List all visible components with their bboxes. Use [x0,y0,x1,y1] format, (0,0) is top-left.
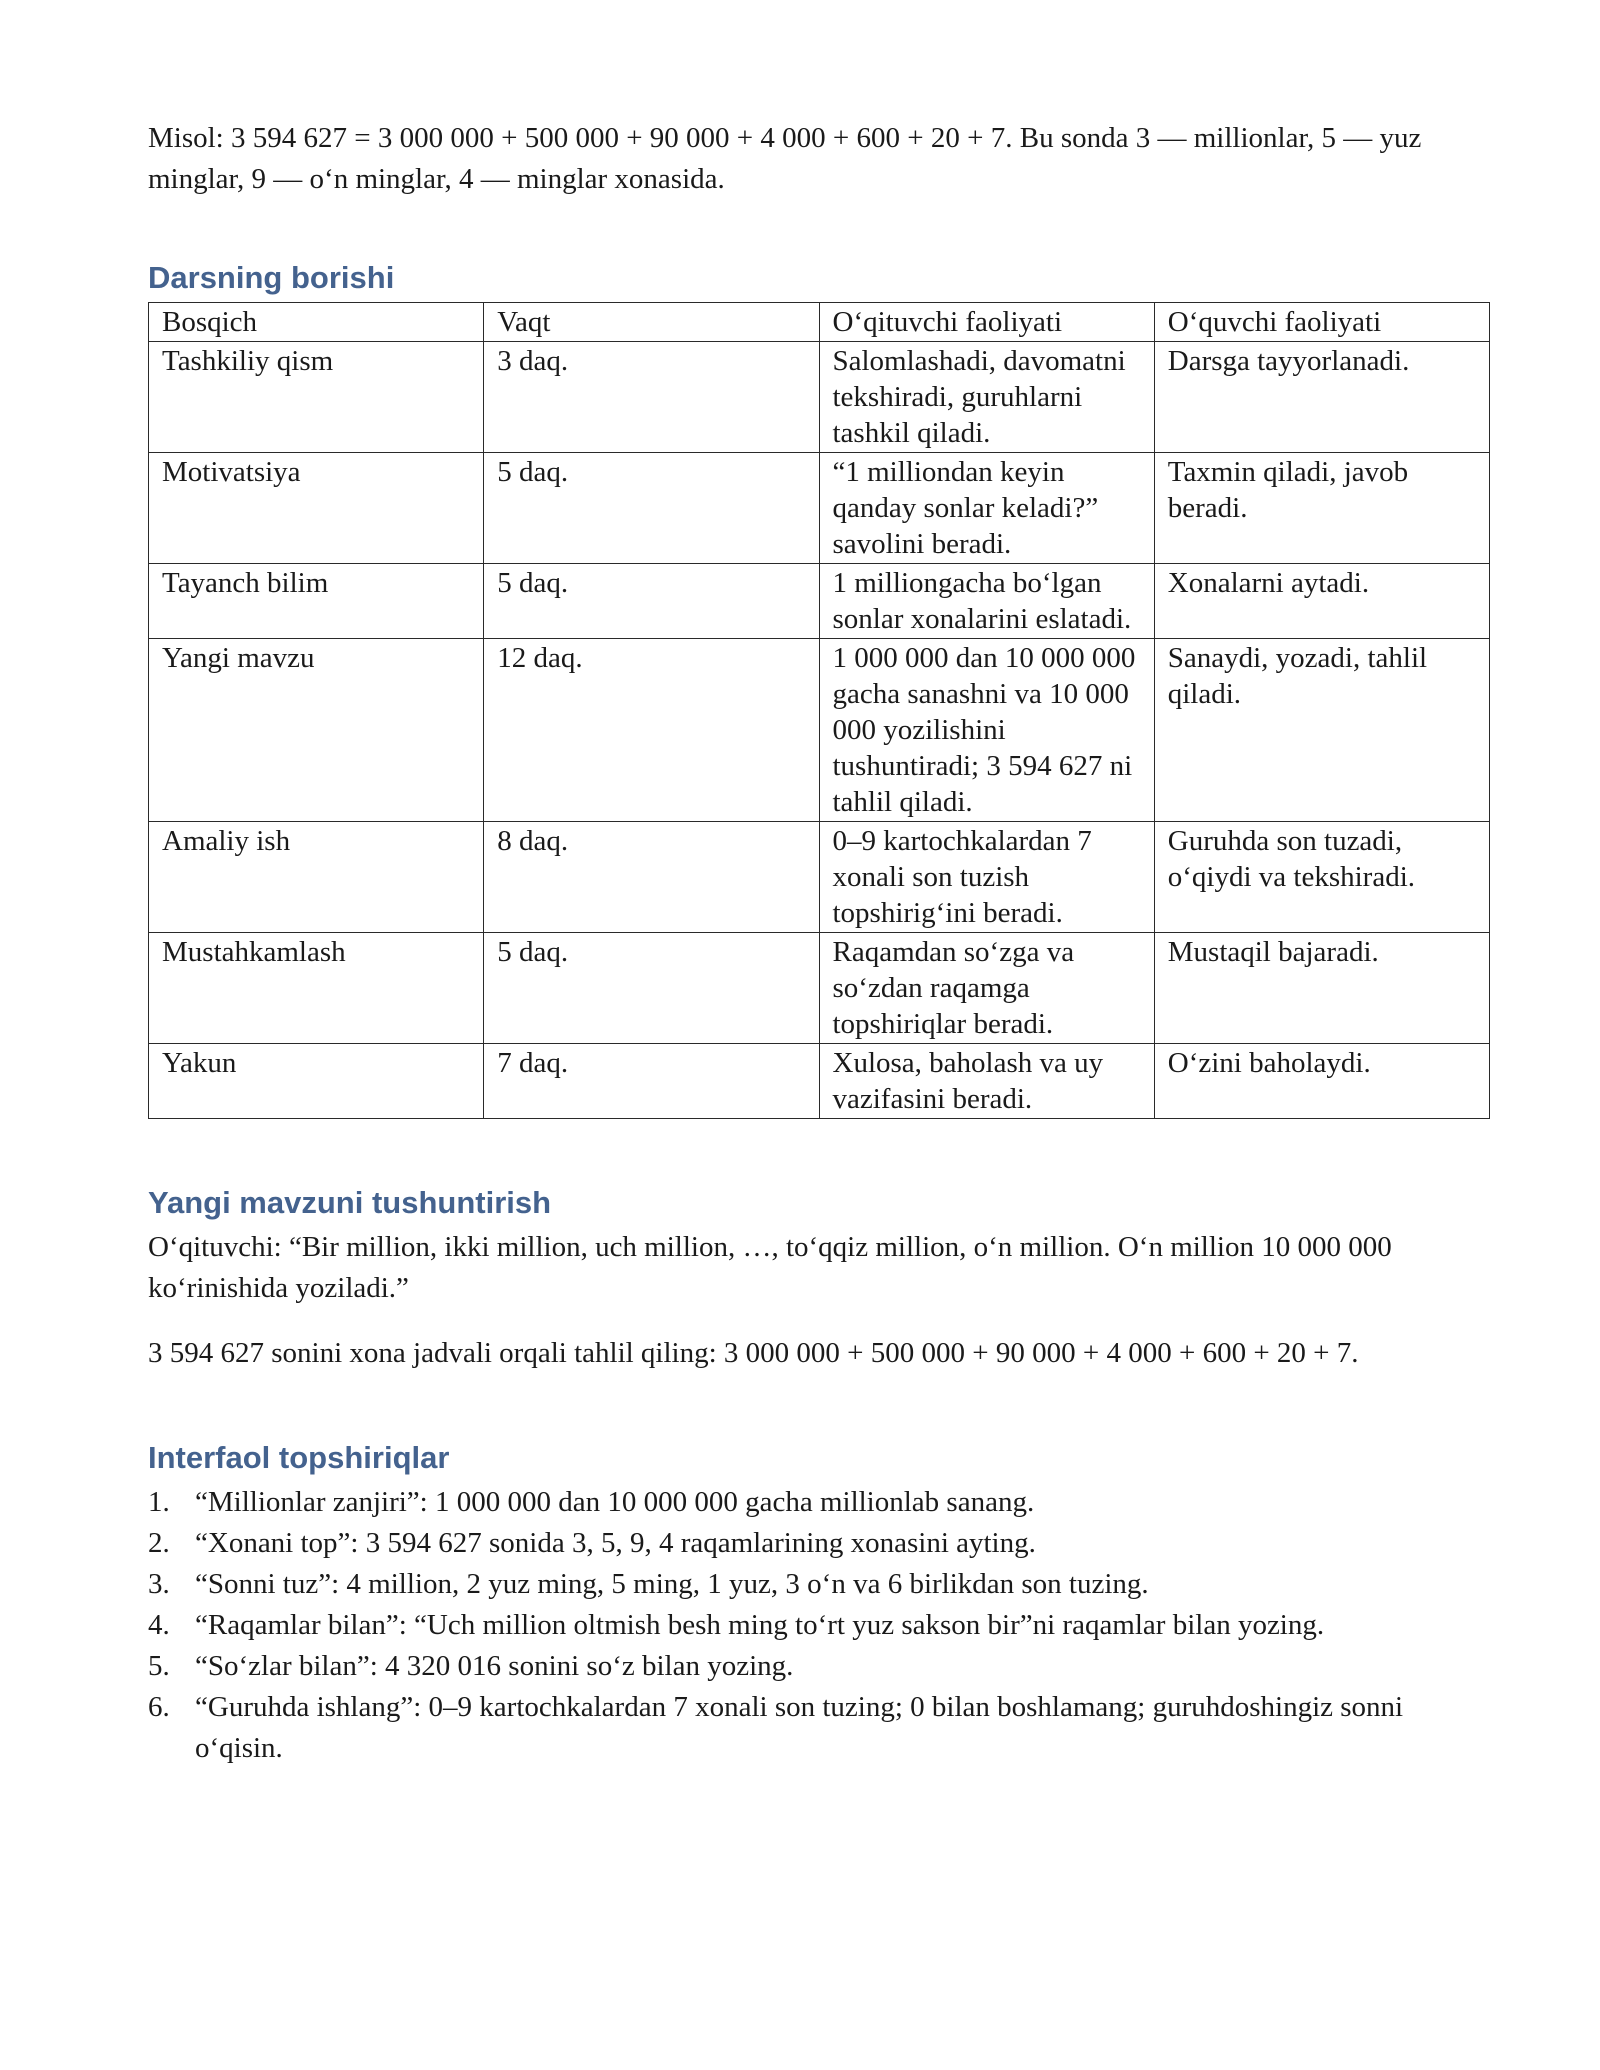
column-header-stage: Bosqich [149,303,484,342]
stage-cell: Motivatsiya [149,453,484,564]
list-item [148,1482,1490,1523]
teacher-activity-cell: Xulosa, baholash va uy vazifasini beradi. [819,1044,1154,1119]
list-item-text: “Xonani top”: 3 594 627 sonida 3, 5, 9, 4 raqamlarining xonasini ayting. [195,1527,1036,1559]
stage-cell: Yangi mavzu [149,639,484,822]
stage-cell: Mustahkamlash [149,933,484,1044]
teacher-activity-cell: Raqamdan soʻzga va soʻzdan raqamga topshiriqlar beradi. [819,933,1154,1044]
student-activity-cell: Sanaydi, yozadi, tahlil qiladi. [1154,639,1489,822]
time-cell: 5 daq. [484,564,819,639]
student-activity-cell: Guruhda son tuzadi, oʻqiydi va tekshiradi. [1154,822,1489,933]
table-row [149,564,1490,639]
table-row [149,453,1490,564]
lesson-flow-table [148,302,1490,1119]
stage-cell: Tayanch bilim [149,564,484,639]
table-header-row [149,303,1490,342]
time-cell: 8 daq. [484,822,819,933]
time-cell: 5 daq. [484,933,819,1044]
table-row [149,1044,1490,1119]
student-activity-cell: Darsga tayyorlanadi. [1154,342,1489,453]
teacher-activity-cell: Salomlashadi, davomatni tekshiradi, guruhlarni tashkil qiladi. [819,342,1154,453]
list-item-number: 5. [148,1650,170,1682]
list-item-text: “Raqamlar bilan”: “Uch million oltmish besh ming toʻrt yuz sakson bir”ni raqamlar bilan yozing. [195,1609,1325,1641]
list-item [148,1687,1490,1769]
list-item-number: 2. [148,1527,170,1559]
list-item-number: 1. [148,1486,170,1518]
explanation-heading: Yangi mavzuni tushuntirish [148,1185,552,1220]
time-cell: 3 daq. [484,342,819,453]
list-item-text: “Guruhda ishlang”: 0–9 kartochkalardan 7 xonali son tuzing; 0 bilan boshlamang; guruhdoshingiz sonni oʻqisin. [195,1691,1404,1764]
list-item [148,1523,1490,1564]
list-item-text: “Millionlar zanjiri”: 1 000 000 dan 10 000 000 gacha millionlab sanang. [195,1486,1035,1518]
tasks-list [148,1482,1490,1769]
student-activity-cell: Mustaqil bajaradi. [1154,933,1489,1044]
analysis-paragraph: 3 594 627 sonini xona jadvali orqali tahlil qiling: 3 000 000 + 500 000 + 90 000 + 4 000 + 600 + 20 + 7. [148,1337,1359,1369]
stage-cell: Yakun [149,1044,484,1119]
column-header-student: Oʻquvchi faoliyati [1154,303,1489,342]
student-activity-cell: Oʻzini baholaydi. [1154,1044,1489,1119]
time-cell: 5 daq. [484,453,819,564]
table-row [149,822,1490,933]
time-cell: 7 daq. [484,1044,819,1119]
student-activity-cell: Xonalarni aytadi. [1154,564,1489,639]
tasks-heading: Interfaol topshiriqlar [148,1440,450,1475]
list-item-text: “Soʻzlar bilan”: 4 320 016 sonini soʻz bilan yozing. [195,1650,794,1682]
table-row [149,342,1490,453]
student-activity-cell: Taxmin qiladi, javob beradi. [1154,453,1489,564]
document-page [148,118,1490,1769]
list-item [148,1564,1490,1605]
teacher-activity-cell: 1 milliongacha boʻlgan sonlar xonalarini eslatadi. [819,564,1154,639]
teacher-activity-cell: 1 000 000 dan 10 000 000 gacha sanashni va 10 000 000 yozilishini tushuntiradi; 3 594 627 ni tahlil qiladi. [819,639,1154,822]
example-paragraph: Misol: 3 594 627 = 3 000 000 + 500 000 + 90 000 + 4 000 + 600 + 20 + 7. Bu sonda 3 — millionlar, 5 — yuz minglar, 9 — oʻn minglar, 4 — minglar xonasida. [148,122,1422,195]
table-row [149,933,1490,1044]
list-item [148,1646,1490,1687]
time-cell: 12 daq. [484,639,819,822]
table-row [149,639,1490,822]
teacher-activity-cell: “1 milliondan keyin qanday sonlar keladi?” savolini beradi. [819,453,1154,564]
list-item-text: “Sonni tuz”: 4 million, 2 yuz ming, 5 ming, 1 yuz, 3 oʻn va 6 birlikdan son tuzing. [195,1568,1149,1600]
teacher-activity-cell: 0–9 kartochkalardan 7 xonali son tuzish topshirigʻini beradi. [819,822,1154,933]
list-item-number: 6. [148,1691,170,1723]
list-item [148,1605,1490,1646]
list-item-number: 3. [148,1568,170,1600]
teacher-quote-paragraph: Oʻqituvchi: “Bir million, ikki million, uch million, …, toʻqqiz million, oʻn million. Oʻn million 10 000 000 koʻrinishida yoziladi.” [148,1231,1392,1304]
column-header-time: Vaqt [484,303,819,342]
stage-cell: Tashkiliy qism [149,342,484,453]
column-header-teacher: Oʻqituvchi faoliyati [819,303,1154,342]
list-item-number: 4. [148,1609,170,1641]
lesson-flow-heading: Darsning borishi [148,260,395,295]
stage-cell: Amaliy ish [149,822,484,933]
